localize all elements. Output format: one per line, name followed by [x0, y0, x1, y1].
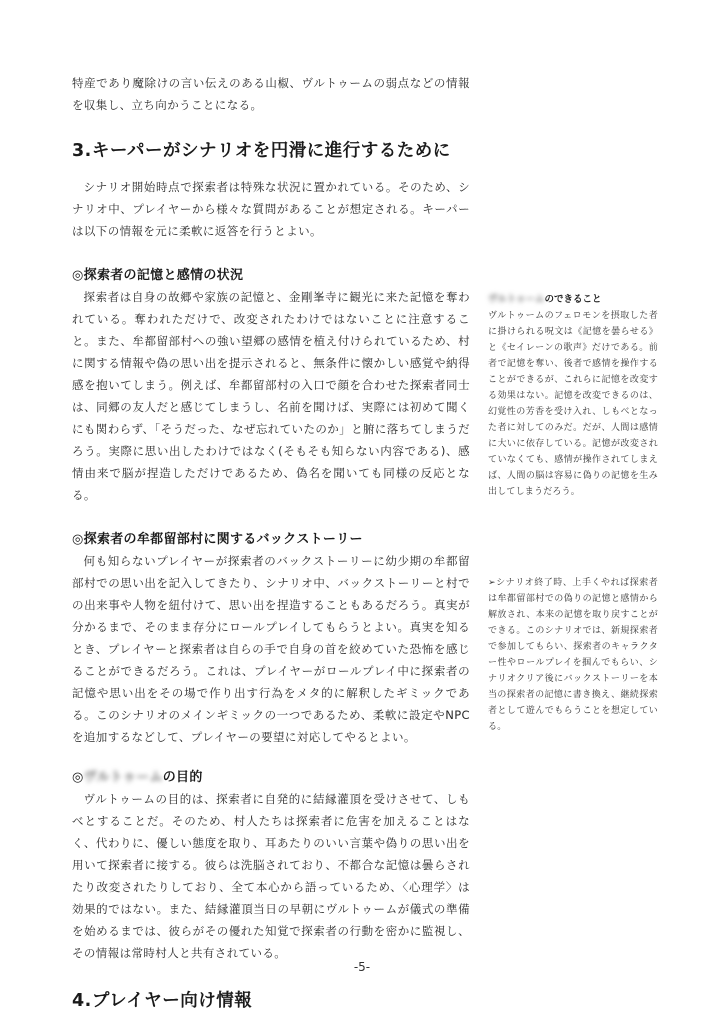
- sidebar-note-abilities: [488, 292, 658, 500]
- sidebar-note-body: ヴルトゥームのフェロモンを摂取した者に掛けられる呪文は《記憶を曇らせる》と《セイレーンの歌声》だけである。前者で記憶を奪い、後者で感情を操作することができるが、これらに記憶を改変する効果はない。記憶を改変できるのは、幻覚性の芳香を受け入れ、しもべとなった者に対してのみだ。だが、人間は感情に大いに依存している。記憶が改変されていなくても、感情が操作されてしまえば、人間の脳は容易に偽りの記憶を生み出してしまうだろう。: [488, 311, 658, 497]
- main-column: [72, 72, 470, 1014]
- purpose-heading: [72, 768, 470, 788]
- purpose-heading-suffix: の目的: [162, 770, 203, 785]
- sidebar-title-blurred: ヴルトゥーム: [488, 294, 545, 305]
- purpose-heading-blurred: ヴルトゥーム: [83, 770, 163, 785]
- memory-body: 探索者は自身の故郷や家族の記憶と、金剛峯寺に観光に来た記憶を奪われている。奪われただけで、改変されたわけではないことに注意すること。また、牟都留部村への強い望郷の感情を植え付けられているため、村に関する情報や偽の思い出を提示されると、無条件に懐かしい感覚や納得感を抱いてしまう。例えば、牟都留部村の入口で顔を合わせた探索者同士は、同郷の友人だと感じてしまうし、名前を聞けば、実際には初めて聞くにも関わらず、「そうだった、なぜ忘れていたのか」と腑に落ちてしまうだろう。実際に思い出したわけではなく(そもそも知らない内容である)、感情由来で脳が捏造しただけであるため、偽名を聞いても同様の反応となる。: [72, 290, 470, 502]
- section3-heading: 3.キーパーがシナリオを円滑に進行するために: [72, 141, 451, 161]
- sidebar-note-ending: [488, 575, 658, 735]
- memory-heading: ◎探索者の記憶と感情の状況: [72, 268, 244, 283]
- section4-heading: 4.プレイヤー向け情報: [72, 991, 253, 1011]
- page-number: -5-: [353, 960, 371, 974]
- sidebar-title-suffix: のできること: [544, 294, 602, 305]
- purpose-body: ヴルトゥームの目的は、探索者に自発的に結縁灌頂を受けさせて、しもべとすることだ。そのため、村人たちは探索者に危害を加えることはなく、代わりに、優しい態度を取り、耳あたりのいい言葉や偽りの思い出を用いて探索者に接する。彼らは洗脳されており、不都合な記憶は曇らされたり改変されたりしており、全て本心から語っているため、〈心理学〉は効果的ではない。また、結縁灌頂当日の早朝にヴルトゥームが儀式の準備を始めるまでは、彼らがその優れた知覚で探索者の行動を密かに監視し、その情報は常時村人と共有されている。: [72, 792, 470, 960]
- intro-continuation: 特産であり魔除けの言い伝えのある山椒、ヴルトゥームの弱点などの情報を収集し、立ち向かうことになる。: [72, 76, 470, 112]
- backstory-body: 何も知らないプレイヤーが探索者のバックストーリーに幼少期の牟都留部村での思い出を記入してきたり、シナリオ中、バックストーリーと村での出来事や人物を紐付けて、思い出を捏造することもあるだろう。真実が分かるまで、そのまま存分にロールプレイしてもらうとよい。真実を知るとき、プレイヤーと探索者は自らの手で自身の首を絞めていた恐怖を感じることができるだろう。これは、プレイヤーがロールプレイ中に探索者の記憶や思い出をその場で作り出す行為をメタ的に解釈したギミックである。このシナリオのメインギミックの一つであるため、柔軟に設定やNPCを追加するなどして、プレイヤーの要望に対応してやるとよい。: [72, 554, 470, 744]
- sidebar-note-title: [488, 292, 658, 308]
- backstory-heading: ◎探索者の牟都留部村に関するバックストーリー: [72, 532, 363, 547]
- section3-body: シナリオ開始時点で探索者は特殊な状況に置かれている。そのため、シナリオ中、プレイヤーから様々な質問があることが想定される。キーパーは以下の情報を元に柔軟に返答を行うとよい。: [72, 180, 470, 238]
- purpose-heading-prefix: ◎: [72, 770, 84, 785]
- sidebar-note2-body: ➢シナリオ終了時、上手くやれば探索者は牟都留部村での偽りの記憶と感情から解放され、本来の記憶を取り戻すことができる。このシナリオでは、新規探索者で参加してもらい、探索者のキャラクター性やロールプレイを掴んでもらい、シナリオクリア後にバックストーリーを本当の探索者の記憶に書き換え、継続探索者として遊んでもらうことを想定している。: [488, 578, 658, 732]
